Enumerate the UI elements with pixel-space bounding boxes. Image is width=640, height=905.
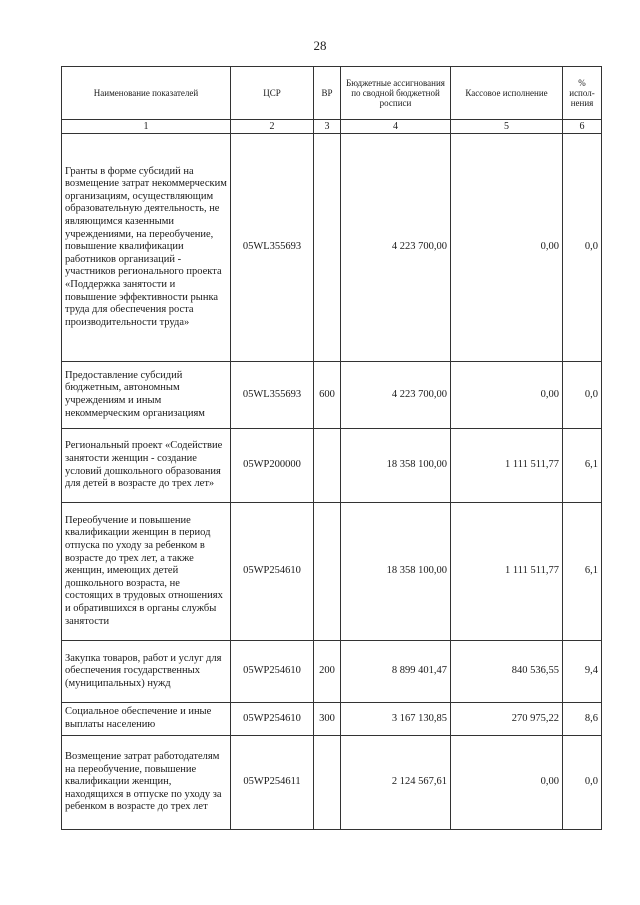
row-executed: 840 536,55 [451, 641, 563, 703]
column-index: 3 [314, 120, 341, 134]
row-name: Предоставление субсидий бюджетным, автономным учреждениям и иным некоммерческим организациям [62, 362, 231, 429]
header-name: Наименование показателей [62, 67, 231, 120]
row-executed: 0,00 [451, 736, 563, 830]
row-vr: 300 [314, 703, 341, 736]
table-row [62, 134, 602, 362]
table-row [62, 736, 602, 830]
row-name: Социальное обеспечение и иные выплаты населению [62, 703, 231, 736]
budget-execution-table [61, 66, 602, 830]
row-vr [314, 503, 341, 641]
row-percent: 0,0 [563, 736, 602, 830]
row-csr: 05WL355693 [231, 362, 314, 429]
column-index: 6 [563, 120, 602, 134]
header-vr: ВР [314, 67, 341, 120]
row-budget: 4 223 700,00 [341, 362, 451, 429]
row-vr [314, 429, 341, 503]
table-row [62, 362, 602, 429]
page-number: 28 [313, 38, 327, 53]
column-index: 2 [231, 120, 314, 134]
table-row [62, 429, 602, 503]
row-csr: 05WP254610 [231, 703, 314, 736]
row-budget: 18 358 100,00 [341, 429, 451, 503]
row-executed: 1 111 511,77 [451, 503, 563, 641]
row-csr: 05WP254610 [231, 641, 314, 703]
table-row [62, 503, 602, 641]
row-name: Гранты в форме субсидий на возмещение затрат некоммерческим организациям, осуществляющим образовательную деятельность, не являющимся казенными учреждениями, на переобучение, повышение квалификации работников организаций - участников регионального проекта «Поддержка занятости и повышение эффективности рынка труда для обеспечения роста производительности труда» [62, 134, 231, 362]
row-name: Возмещение затрат работодателям на переобучение, повышение квалификации женщин, находящихся в отпуске по уходу за ребенком в возрасте до трех лет [62, 736, 231, 830]
header-csr: ЦСР [231, 67, 314, 120]
row-vr [314, 736, 341, 830]
row-percent: 0,0 [563, 134, 602, 362]
row-csr: 05WP254610 [231, 503, 314, 641]
row-budget: 3 167 130,85 [341, 703, 451, 736]
row-executed: 1 111 511,77 [451, 429, 563, 503]
row-executed: 0,00 [451, 134, 563, 362]
row-percent: 0,0 [563, 362, 602, 429]
row-budget: 2 124 567,61 [341, 736, 451, 830]
row-percent: 9,4 [563, 641, 602, 703]
header-percent: % испол-нения [563, 67, 602, 120]
row-budget: 4 223 700,00 [341, 134, 451, 362]
row-vr: 200 [314, 641, 341, 703]
column-index: 5 [451, 120, 563, 134]
row-csr: 05WL355693 [231, 134, 314, 362]
row-percent: 6,1 [563, 429, 602, 503]
row-executed: 0,00 [451, 362, 563, 429]
column-index-row [62, 120, 602, 134]
header-row [62, 67, 602, 120]
row-percent: 6,1 [563, 503, 602, 641]
row-name: Переобучение и повышение квалификации женщин в период отпуска по уходу за ребенком в возрасте до трех лет, а также женщин, имеющих детей дошкольного возраста, не состоящих в трудовых отношениях и обратившихся в органы службы занятости [62, 503, 231, 641]
row-budget: 8 899 401,47 [341, 641, 451, 703]
header-budget: Бюджетные ассигнования по сводной бюджетной росписи [341, 67, 451, 120]
row-csr: 05WP254611 [231, 736, 314, 830]
column-index: 4 [341, 120, 451, 134]
row-vr [314, 134, 341, 362]
row-executed: 270 975,22 [451, 703, 563, 736]
table-row [62, 641, 602, 703]
header-executed: Кассовое исполнение [451, 67, 563, 120]
row-budget: 18 358 100,00 [341, 503, 451, 641]
table-row [62, 703, 602, 736]
row-vr: 600 [314, 362, 341, 429]
row-name: Закупка товаров, работ и услуг для обеспечения государственных (муниципальных) нужд [62, 641, 231, 703]
row-percent: 8,6 [563, 703, 602, 736]
row-csr: 05WP200000 [231, 429, 314, 503]
row-name: Региональный проект «Содействие занятости женщин - создание условий дошкольного образования для детей в возрасте до трех лет» [62, 429, 231, 503]
column-index: 1 [62, 120, 231, 134]
